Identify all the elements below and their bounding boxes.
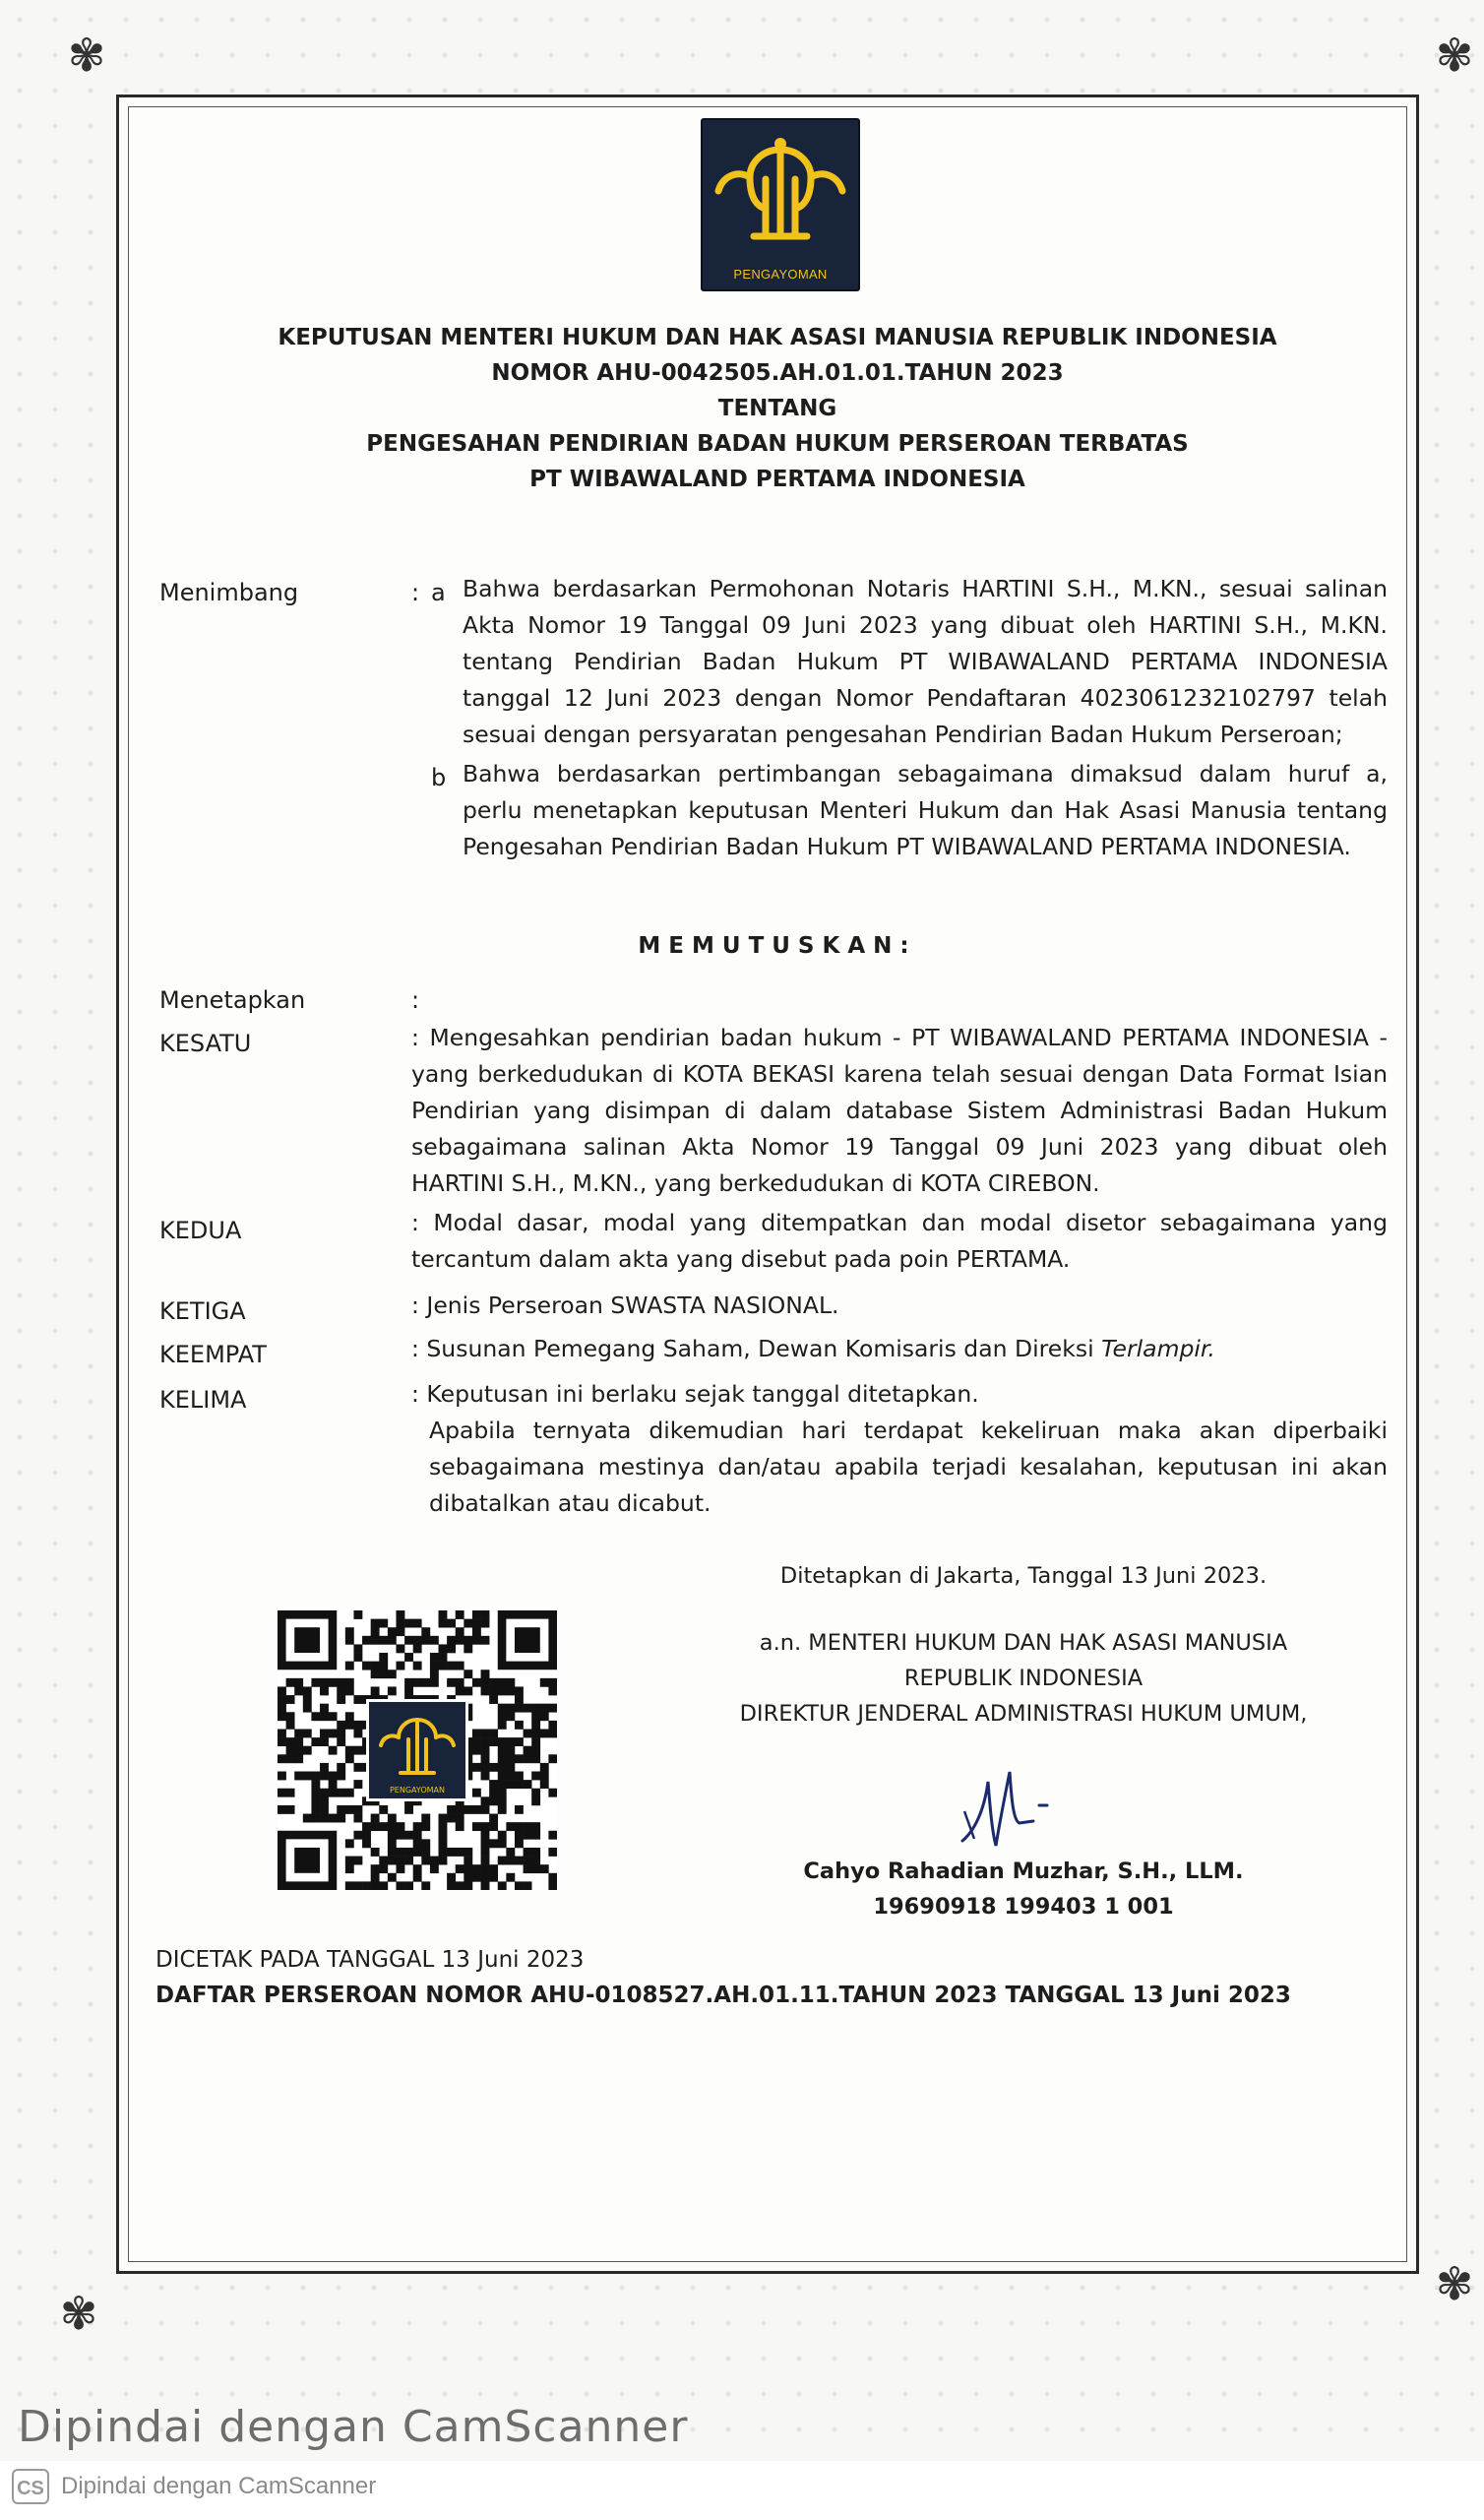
ornament-icon: ✾	[1435, 29, 1474, 82]
kesatu-text: : Mengesahkan pendirian badan hukum - PT WIBAWALAND PERTAMA INDONESIA - yang berkedudukan di KOTA BEKASI karena telah sesuai dengan Data Format Isian Pendirian yang disimpan di dalam database Sistem Administrasi Badan Hukum sebagaimana salinan Akta Nomor 19 Tanggal 09 Juni 2023 yang dibuat oleh HARTINI S.H., M.KN., yang berkedudukan di KOTA CIREBON.	[411, 1024, 1388, 1197]
camscanner-footer-text: Dipindai dengan CamScanner	[61, 2473, 377, 2499]
place-date: Ditetapkan di Jakarta, Tanggal 13 Juni 2023.	[779, 1563, 1268, 1589]
ornament-icon: ✾	[67, 29, 106, 82]
an-line2: REPUBLIK INDONESIA	[903, 1666, 1144, 1691]
register-number: DAFTAR PERSEROAN NOMOR AHU-0108527.AH.01.11.TAHUN 2023 TANGGAL 13 Juni 2023	[155, 1983, 1291, 2008]
kedua-label: KEDUA	[159, 1217, 242, 1244]
camscanner-watermark: Dipindai dengan CamScanner	[18, 2402, 689, 2452]
ketiga-text: : Jenis Perseroan SWASTA NASIONAL.	[411, 1292, 839, 1319]
keempat-label: KEEMPAT	[159, 1341, 267, 1368]
ketiga-label: KETIGA	[159, 1297, 246, 1325]
signature-mark	[945, 1752, 1063, 1864]
company-name: PT WIBAWALAND PERTAMA INDONESIA	[529, 467, 1025, 492]
printed-date: DICETAK PADA TANGGAL 13 Juni 2023	[155, 1947, 585, 1973]
menimbang-item-a: Bahwa berdasarkan Permohonan Notaris HARTINI S.H., M.KN., sesuai salinan Akta Nomor 19 Tanggal 09 Juni 2023 yang dibuat oleh HARTINI S.H., M.KN. tentang Pendirian Badan Hukum PT WIBAWALAND PERTAMA INDONESIA tanggal 12 Juni 2023 dengan Nomor Pendaftaran 4023061232102797 telah sesuai dengan persyaratan pengesahan Pendirian Badan Hukum Perseroan;	[463, 575, 1388, 748]
memutuskan-heading: MEMUTUSKAN:	[638, 933, 917, 959]
an-line1: a.n. MENTERI HUKUM DAN HAK ASASI MANUSIA	[759, 1630, 1288, 1656]
qr-logo-label: PENGAYOMAN	[389, 1786, 446, 1795]
menetapkan-label: Menetapkan	[159, 986, 306, 1014]
logo-label: PENGAYOMAN	[733, 267, 828, 282]
keempat-text	[411, 1331, 1388, 1367]
signatory-nip: 19690918 199403 1 001	[873, 1894, 1174, 1920]
qr-center-logo	[366, 1699, 468, 1801]
item-letter-b: b	[431, 764, 447, 791]
pengayoman-logo	[701, 118, 860, 291]
camscanner-logo: CS	[12, 2469, 49, 2504]
an-line3: DIREKTUR JENDERAL ADMINISTRASI HUKUM UMUM,	[739, 1701, 1308, 1727]
decree-tentang: TENTANG	[717, 396, 837, 421]
item-letter-a: a	[431, 579, 446, 606]
menetapkan-colon: :	[411, 986, 420, 1014]
menimbang-label: Menimbang	[159, 579, 299, 606]
menimbang-colon: :	[411, 579, 420, 606]
keempat-italic: Terlampir.	[1101, 1335, 1215, 1362]
kedua-text: : Modal dasar, modal yang ditempatkan dan modal disetor sebagaimana yang tercantum dalam akta yang disebut pada poin PERTAMA.	[411, 1209, 1388, 1273]
kesatu-label: KESATU	[159, 1030, 252, 1057]
signatory-name: Cahyo Rahadian Muzhar, S.H., LLM.	[803, 1858, 1244, 1884]
decree-subject: PENGESAHAN PENDIRIAN BADAN HUKUM PERSEROAN TERBATAS	[366, 431, 1189, 457]
ornament-icon: ✾	[59, 2287, 98, 2340]
kelima-text: Apabila ternyata dikemudian hari terdapat kekeliruan maka akan diperbaiki sebagaimana mestinya dan/atau apabila terjadi kesalahan, keputusan ini akan dibatalkan atau dicabut.	[429, 1417, 1388, 1517]
decree-number: NOMOR AHU-0042505.AH.01.01.TAHUN 2023	[491, 360, 1064, 386]
kelima-label: KELIMA	[159, 1386, 247, 1414]
menimbang-item-b: Bahwa berdasarkan pertimbangan sebagaimana dimaksud dalam huruf a, perlu menetapkan keputusan Menteri Hukum dan Hak Asasi Manusia tentang Pengesahan Pendirian Badan Hukum PT WIBAWALAND PERTAMA INDONESIA.	[463, 760, 1388, 860]
decree-title: KEPUTUSAN MENTERI HUKUM DAN HAK ASASI MANUSIA REPUBLIK INDONESIA	[278, 325, 1277, 350]
keempat-main: : Susunan Pemegang Saham, Dewan Komisaris dan Direksi	[411, 1335, 1102, 1362]
kelima-line1: : Keputusan ini berlaku sejak tanggal ditetapkan.	[411, 1380, 979, 1408]
ornament-icon: ✾	[1435, 2257, 1474, 2310]
